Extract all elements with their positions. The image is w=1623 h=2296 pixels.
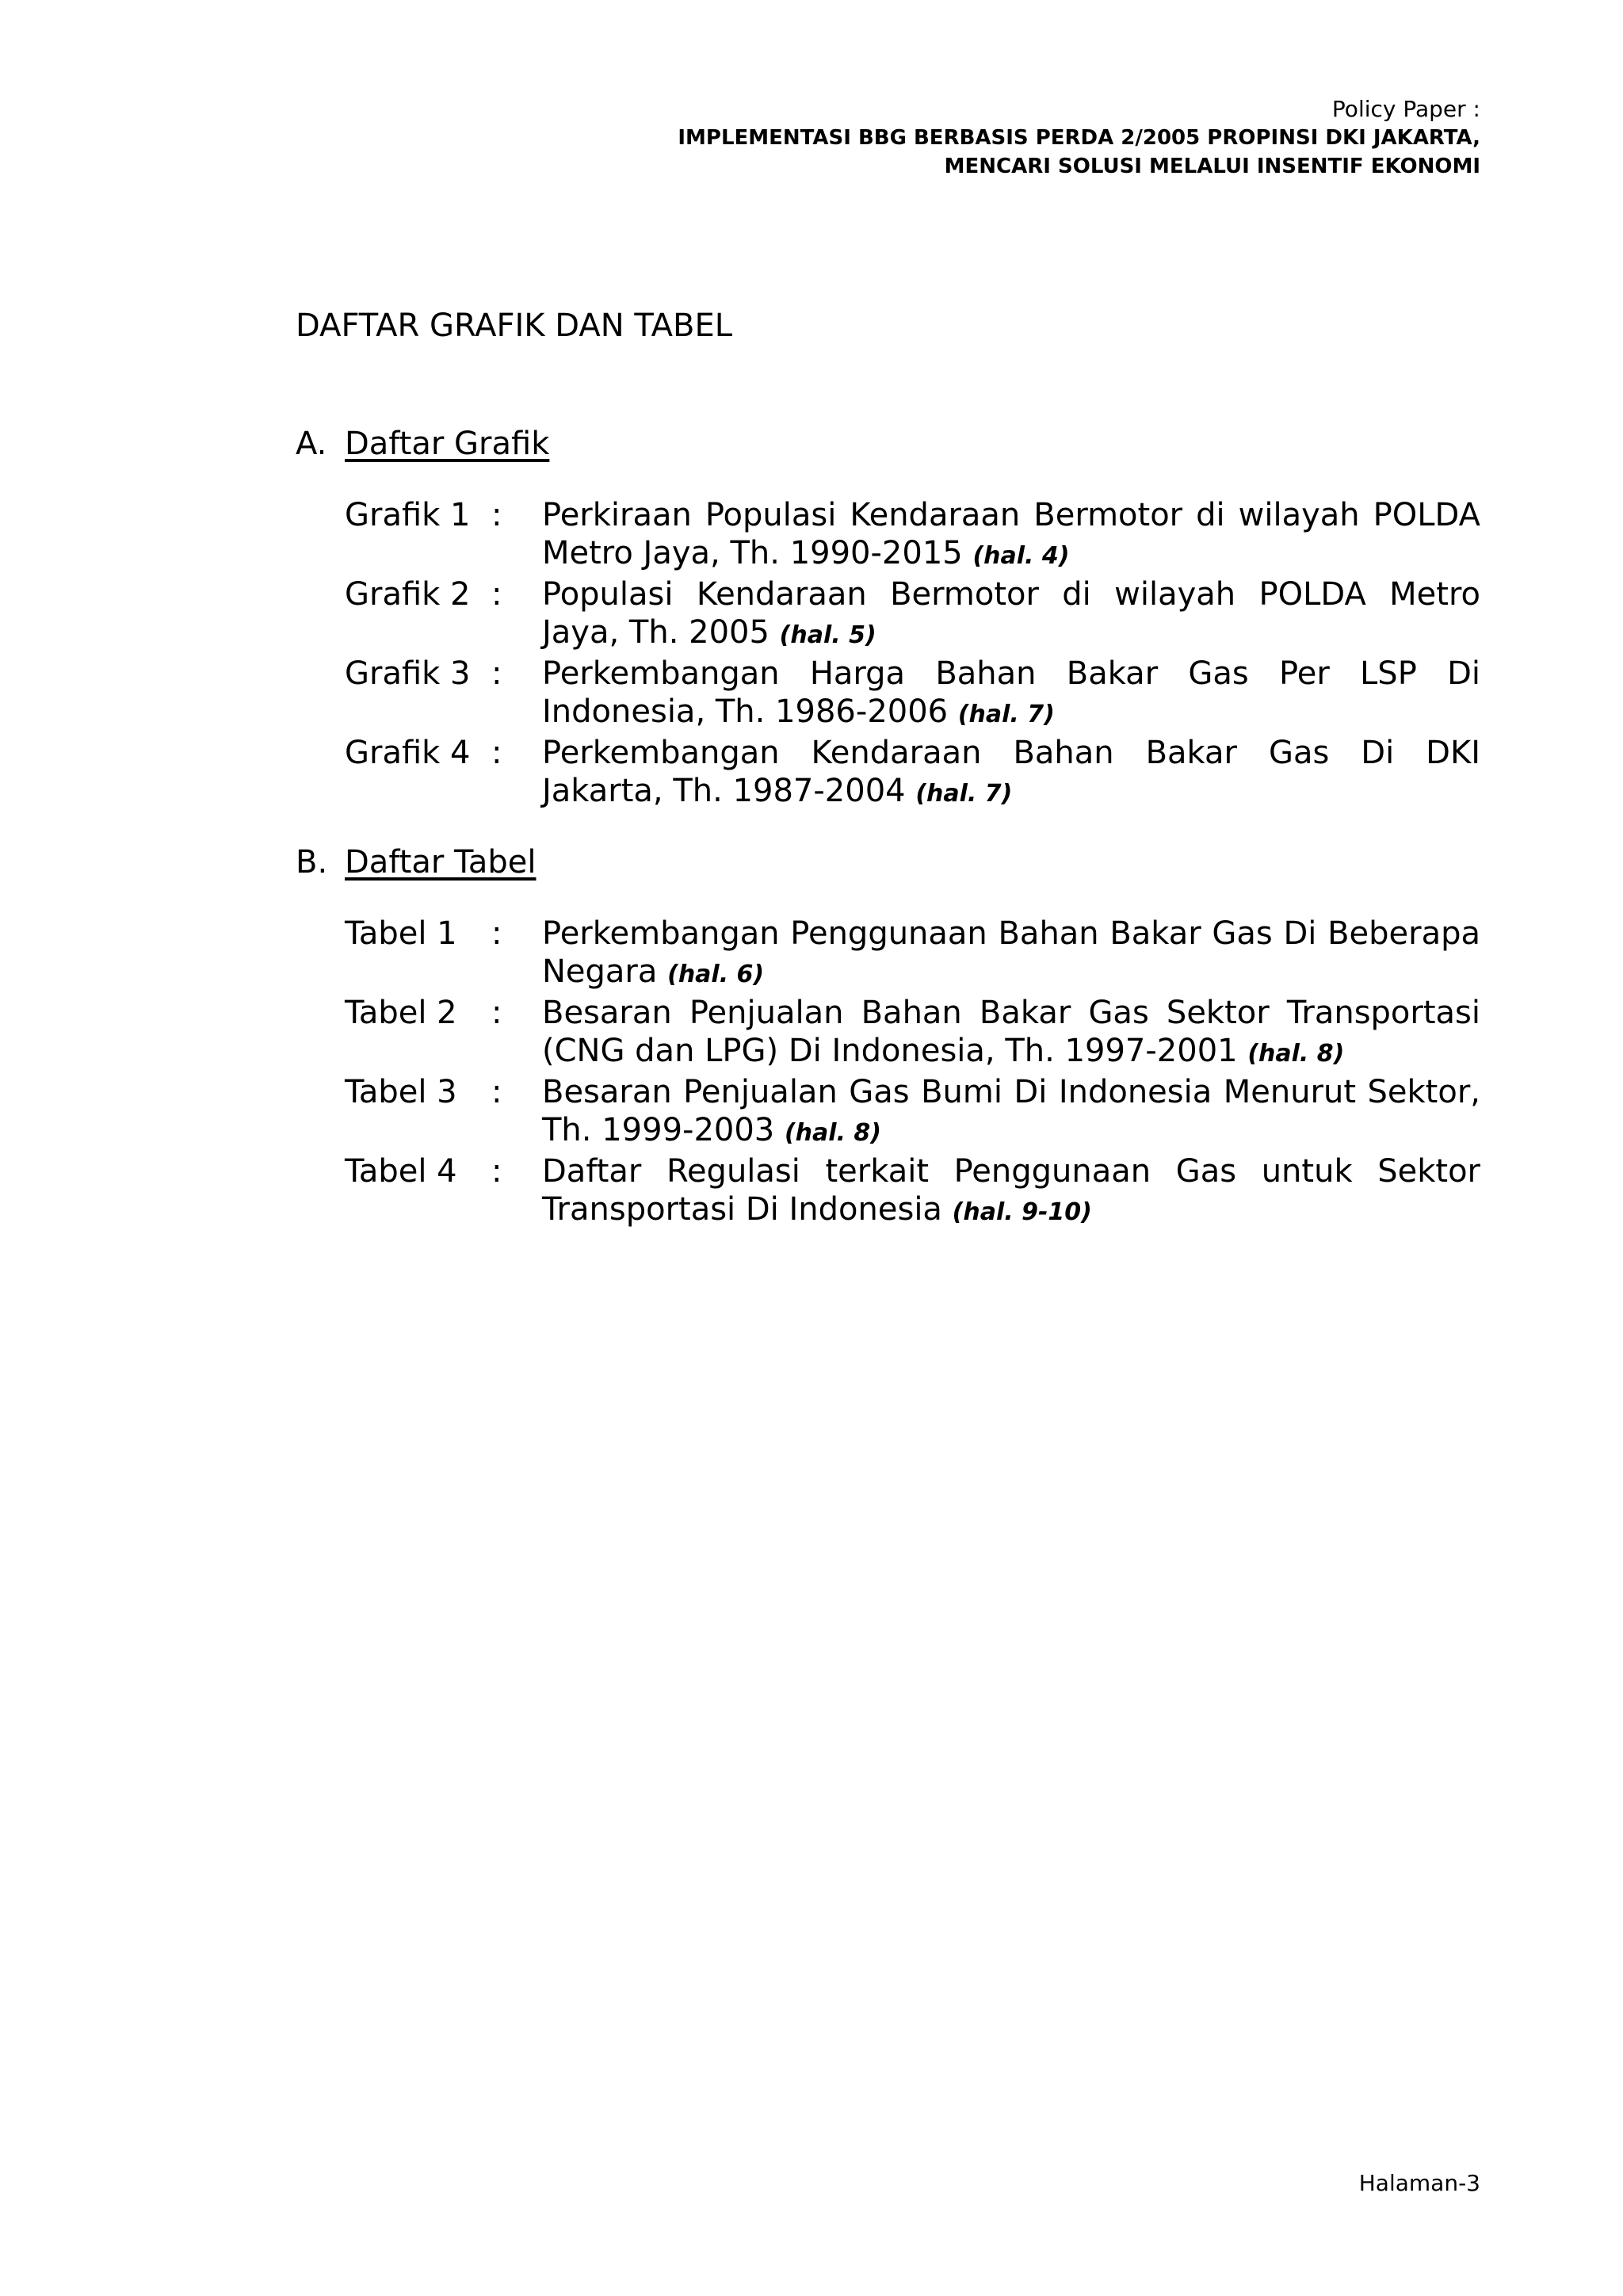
entry-text: Daftar Regulasi terkait Penggunaan Gas untuk Sektor Transportasi Di Indonesia bbox=[542, 1153, 1480, 1228]
entry-list bbox=[345, 915, 1480, 1232]
list-item bbox=[345, 994, 1480, 1073]
header-title-line-2: MENCARI SOLUSI MELALUI INSENTIF EKONOMI bbox=[944, 155, 1480, 178]
entry-separator: : bbox=[491, 576, 502, 613]
entry-ref: Tabel 3 bbox=[345, 1074, 457, 1110]
entry-description bbox=[542, 994, 1480, 1073]
list-item bbox=[345, 915, 1480, 994]
entry-page-ref: (hal. 8) bbox=[1247, 1040, 1345, 1068]
section-daftar-tabel bbox=[296, 839, 1480, 1232]
entry-ref: Grafik 4 bbox=[345, 735, 471, 771]
entry-description bbox=[542, 1152, 1480, 1232]
entry-description bbox=[542, 655, 1480, 734]
entry-list bbox=[345, 496, 1480, 813]
list-item bbox=[345, 655, 1480, 734]
entry-separator: : bbox=[491, 1153, 502, 1190]
section-heading-text: Daftar Tabel bbox=[345, 844, 537, 881]
entry-ref: Tabel 2 bbox=[345, 995, 457, 1031]
entry-separator: : bbox=[491, 655, 502, 692]
entry-ref: Grafik 3 bbox=[345, 655, 471, 692]
entry-page-ref: (hal. 4) bbox=[972, 542, 1070, 570]
entry-text: Perkiraan Populasi Kendaraan Bermotor di wilayah POLDA Metro Jaya, Th. 1990-2015 bbox=[542, 497, 1480, 571]
entry-text: Besaran Penjualan Gas Bumi Di Indonesia Menurut Sektor, Th. 1999-2003 bbox=[542, 1074, 1480, 1148]
entry-text: Perkembangan Kendaraan Bahan Bakar Gas Di DKI Jakarta, Th. 1987-2004 bbox=[542, 735, 1480, 809]
entry-page-ref: (hal. 5) bbox=[779, 621, 876, 649]
page-number: Halaman-3 bbox=[1358, 2170, 1480, 2196]
entry-separator: : bbox=[491, 995, 502, 1031]
document-header bbox=[678, 95, 1480, 181]
entry-description bbox=[542, 575, 1480, 655]
section-heading bbox=[296, 839, 1480, 886]
entry-separator: : bbox=[491, 497, 502, 533]
header-title-line-1: IMPLEMENTASI BBG BERBASIS PERDA 2/2005 PROPINSI DKI JAKARTA, bbox=[678, 126, 1480, 150]
header-label: Policy Paper : bbox=[1331, 96, 1480, 122]
entry-page-ref: (hal. 6) bbox=[667, 961, 765, 988]
section-letter: B. bbox=[296, 844, 328, 881]
entry-text: Perkembangan Penggunaan Bahan Bakar Gas Di Beberapa Negara bbox=[542, 915, 1480, 990]
section-heading bbox=[296, 420, 1480, 468]
entry-ref: Tabel 1 bbox=[345, 915, 457, 952]
list-item bbox=[345, 1152, 1480, 1232]
list-item bbox=[345, 496, 1480, 575]
section-heading-text: Daftar Grafik bbox=[345, 426, 550, 462]
section-letter: A. bbox=[296, 426, 327, 462]
entry-ref: Grafik 2 bbox=[345, 576, 471, 613]
entry-description bbox=[542, 1073, 1480, 1152]
entry-separator: : bbox=[491, 735, 502, 771]
entry-page-ref: (hal. 7) bbox=[957, 701, 1055, 728]
entry-page-ref: (hal. 9-10) bbox=[952, 1198, 1092, 1226]
entry-description bbox=[542, 496, 1480, 575]
entry-page-ref: (hal. 7) bbox=[915, 780, 1013, 808]
page-title: DAFTAR GRAFIK DAN TABEL bbox=[296, 308, 733, 344]
entry-separator: : bbox=[491, 915, 502, 952]
entry-text: Besaran Penjualan Bahan Bakar Gas Sektor Transportasi (CNG dan LPG) Di Indonesia, Th. 1997-2001 bbox=[542, 995, 1480, 1069]
section-daftar-grafik bbox=[296, 420, 1480, 813]
entry-description bbox=[542, 734, 1480, 813]
list-item bbox=[345, 575, 1480, 655]
entry-text: Perkembangan Harga Bahan Bakar Gas Per LSP Di Indonesia, Th. 1986-2006 bbox=[542, 655, 1480, 730]
entry-text: Populasi Kendaraan Bermotor di wilayah POLDA Metro Jaya, Th. 2005 bbox=[542, 576, 1480, 651]
entry-description bbox=[542, 915, 1480, 994]
list-item bbox=[345, 734, 1480, 813]
entry-separator: : bbox=[491, 1074, 502, 1110]
entry-ref: Grafik 1 bbox=[345, 497, 471, 533]
list-item bbox=[345, 1073, 1480, 1152]
entry-page-ref: (hal. 8) bbox=[784, 1119, 881, 1147]
entry-ref: Tabel 4 bbox=[345, 1153, 457, 1190]
